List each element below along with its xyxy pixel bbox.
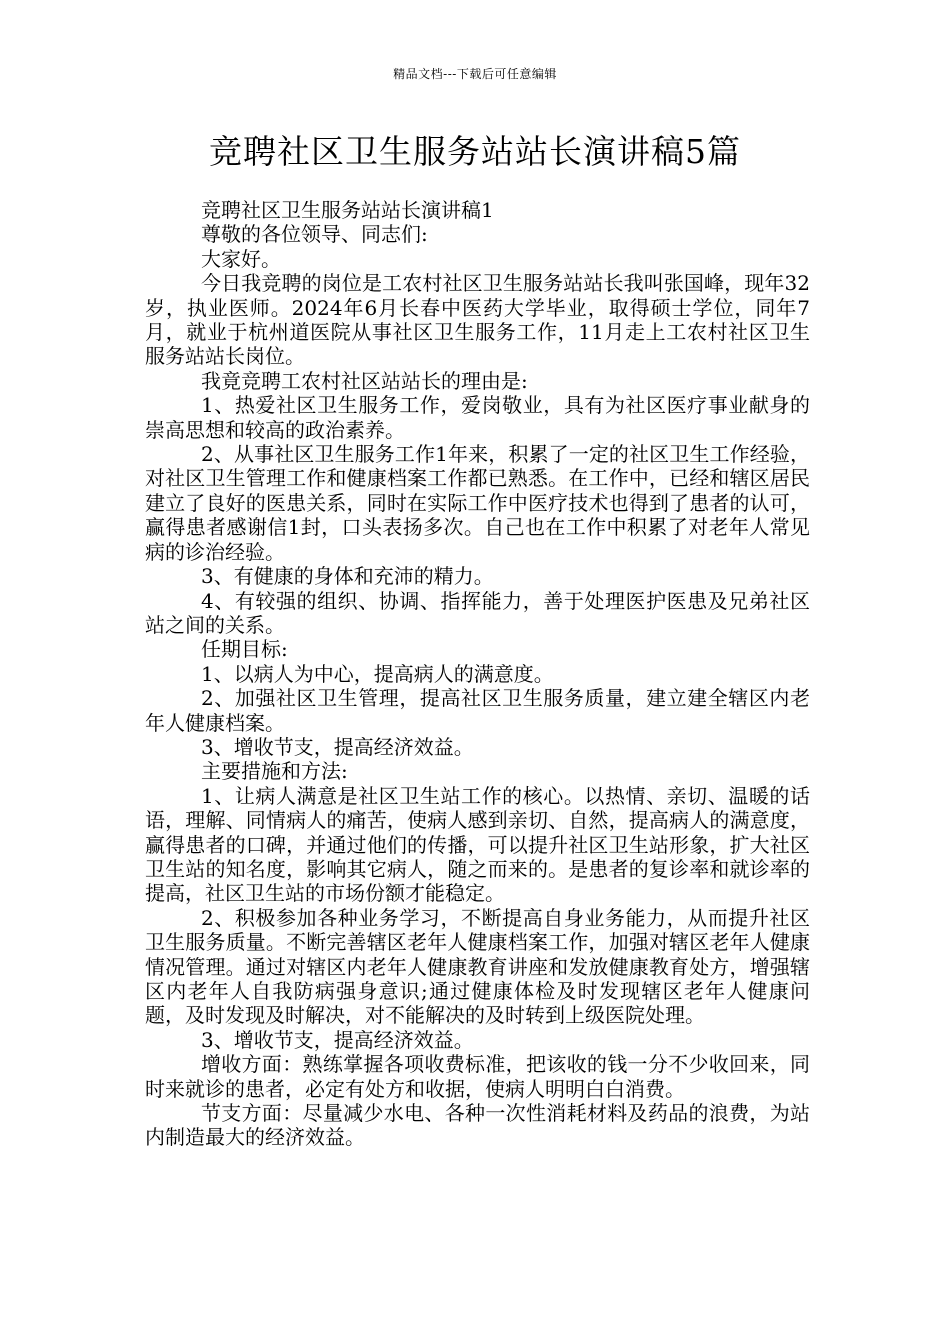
paragraph: 竞聘社区卫生服务站站长演讲稿1: [201, 198, 494, 222]
document-title: 竞聘社区卫生服务站站长演讲稿5篇: [209, 132, 741, 171]
paragraph: 3、增收节支，提高经济效益。: [201, 1027, 474, 1052]
paragraph: 任期目标:: [201, 637, 288, 662]
paragraph: 2、加强社区卫生管理，提高社区卫生服务质量，建立建全辖区内老年人健康档案。: [145, 686, 810, 735]
paragraph: 我竟竞聘工农村社区站站长的理由是:: [201, 368, 528, 393]
paragraph: 增收方面：熟练掌握各项收费标准，把该收的钱一分不少收回来，同时来就诊的患者，必定有处方和收据，使病人明明白白消费。: [145, 1052, 810, 1101]
paragraph: 尊敬的各位领导、同志们:: [201, 222, 428, 247]
paragraph: 1、热爱社区卫生服务工作，爱岗敬业，具有为社区医疗事业献身的崇高思想和较高的政治素养。: [145, 393, 810, 442]
paragraph: 大家好。: [201, 246, 281, 271]
paragraph: 1、以病人为中心，提高病人的满意度。: [201, 661, 554, 686]
paragraph: 3、有健康的身体和充沛的精力。: [201, 564, 494, 589]
page-header: 精品文档---下载后可任意编辑: [393, 67, 557, 81]
paragraph: 2、积极参加各种业务学习，不断提高自身业务能力，从而提升社区卫生服务质量。不断完善辖区老年人健康档案工作，加强对辖区老年人健康情况管理。通过对辖区内老年人健康教育讲座和发放健康教育处方，增强辖区内老年人自我防病强身意识;通过健康体检及时发现辖区老年人健康问题，及时发现及时解决，对不能解决的及时转到上级医院处理。: [145, 905, 810, 1028]
paragraph: 2、从事社区卫生服务工作1年来，积累了一定的社区卫生工作经验，对社区卫生管理工作和健康档案工作都已熟悉。在工作中，已经和辖区居民建立了良好的医患关系，同时在实际工作中医疗技术也得到了患者的认可，赢得患者感谢信1封，口头表扬多次。自己也在工作中积累了对老年人常见病的诊治经验。: [145, 442, 810, 564]
paragraph: 1、让病人满意是社区卫生站工作的核心。以热情、亲切、温暖的话语，理解、同情病人的痛苦，使病人感到亲切、自然，提高病人的满意度，赢得患者的口碑，并通过他们的传播，可以提升社区卫生站形象，扩大社区卫生站的知名度，影响其它病人，随之而来的。是患者的复诊率和就诊率的提高，社区卫生站的市场份额才能稳定。: [145, 783, 810, 906]
paragraph: 4、有较强的组织、协调、指挥能力，善于处理医护医患及兄弟社区站之间的关系。: [145, 588, 810, 637]
document-body: [145, 198, 810, 1150]
paragraph: 主要措施和方法:: [201, 759, 348, 784]
paragraph: 节支方面：尽量减少水电、各种一次性消耗材料及药品的浪费，为站内制造最大的经济效益。: [145, 1101, 810, 1150]
paragraph: 3、增收节支，提高经济效益。: [201, 734, 474, 759]
paragraph: 今日我竞聘的岗位是工农村社区卫生服务站站长我叫张国峰，现年32岁，执业医师。2024年6月长春中医药大学毕业，取得硕士学位，同年7月，就业于杭州道医院从事社区卫生服务工作，11月走上工农村社区卫生服务站站长岗位。: [145, 271, 810, 369]
